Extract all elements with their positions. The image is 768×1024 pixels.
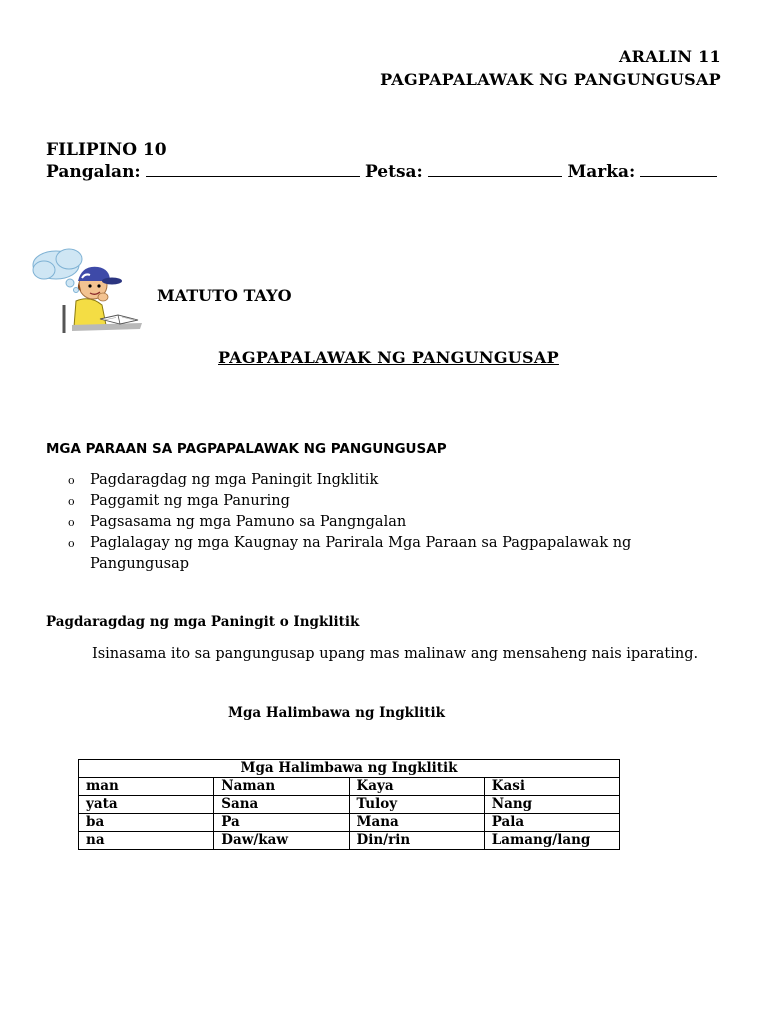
bullet-icon: o [68, 495, 75, 508]
table-row [79, 814, 620, 832]
list-item [68, 512, 688, 533]
table-header: Mga Halimbawa ng Ingklitik [79, 760, 620, 778]
methods-list [68, 470, 688, 575]
table-row [79, 796, 620, 814]
ingklitik-table [78, 759, 620, 850]
table-caption: Mga Halimbawa ng Ingklitik [228, 705, 445, 721]
table-cell: Naman [214, 778, 349, 796]
table-cell: Pa [214, 814, 349, 832]
bullet-icon: o [68, 474, 75, 487]
list-item-text: Paglalagay ng mga Kaugnay na Parirala Mga Paraan sa Pagpapalawak ng Pangungusap [90, 535, 632, 572]
student-thinking-illustration [30, 245, 145, 335]
main-title: PAGPAPALAWAK NG PANGUNGUSAP [218, 348, 559, 367]
table-cell: Din/rin [349, 832, 484, 850]
list-item [68, 491, 688, 512]
table-cell: Lamang/lang [484, 832, 619, 850]
list-item-text: Paggamit ng mga Panuring [90, 493, 290, 509]
lesson-title: PAGPAPALAWAK NG PANGUNGUSAP [380, 70, 721, 89]
table-cell: Mana [349, 814, 484, 832]
table-row [79, 778, 620, 796]
name-label: Pangalan: [46, 162, 141, 182]
date-blank[interactable] [428, 162, 563, 177]
table-cell: Nang [484, 796, 619, 814]
name-blank[interactable] [146, 162, 360, 177]
bullet-icon: o [68, 516, 75, 529]
table-cell: na [79, 832, 214, 850]
table-cell: ba [79, 814, 214, 832]
student-info-line [46, 162, 722, 182]
table-header-row [79, 760, 620, 778]
table-row [79, 832, 620, 850]
table-cell: Tuloy [349, 796, 484, 814]
list-item [68, 470, 688, 491]
table-cell: Pala [484, 814, 619, 832]
score-blank[interactable] [640, 162, 717, 177]
list-item-text: Pagsasama ng mga Pamuno sa Pangngalan [90, 514, 407, 530]
list-item [68, 533, 688, 575]
note-text: Isinasama ito sa pangungusap upang mas malinaw ang mensaheng nais iparating. [92, 646, 699, 662]
methods-heading: MGA PARAAN SA PAGPAPALAWAK NG PANGUNGUSAP [46, 441, 447, 457]
bullet-icon: o [68, 537, 75, 550]
table-cell: Daw/kaw [214, 832, 349, 850]
table-cell: yata [79, 796, 214, 814]
section-heading: MATUTO TAYO [157, 286, 292, 305]
lesson-number: ARALIN 11 [618, 47, 721, 66]
section2-title: Pagdaragdag ng mga Paningit o Ingklitik [46, 614, 360, 630]
table-cell: man [79, 778, 214, 796]
table-cell: Sana [214, 796, 349, 814]
table-cell: Kasi [484, 778, 619, 796]
date-label: Petsa: [364, 162, 423, 182]
list-item-text: Pagdaragdag ng mga Paningit Ingklitik [90, 472, 379, 488]
subject-label: FILIPINO 10 [46, 140, 167, 160]
score-label: Marka: [567, 162, 636, 182]
table-cell: Kaya [349, 778, 484, 796]
